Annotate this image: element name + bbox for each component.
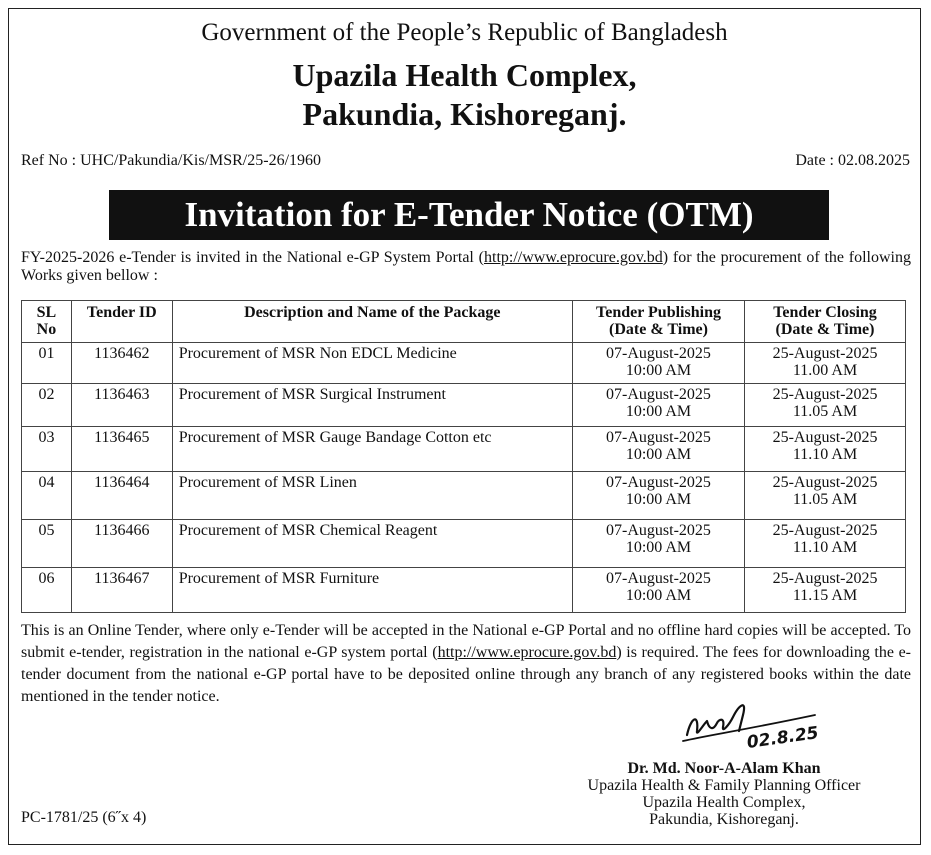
signer-title: Upazila Health & Family Planning Officer	[587, 777, 861, 794]
eprocure-link[interactable]: http://www.eprocure.gov.bd	[484, 249, 663, 266]
organization-name-line1: Upazila Health Complex,	[292, 57, 637, 93]
cell-description: Procurement of MSR Chemical Reagent	[172, 520, 572, 568]
table-row	[22, 343, 906, 384]
cell-closing: 25-August-2025 11.15 AM	[745, 568, 906, 613]
eprocure-link[interactable]: http://www.eprocure.gov.bd	[437, 644, 617, 661]
cell-publishing: 07-August-2025 10:00 AM	[572, 520, 744, 568]
cell-publishing: 07-August-2025 10:00 AM	[572, 384, 744, 427]
cell-tender-id: 1136463	[71, 384, 172, 427]
cell-description: Procurement of MSR Surgical Instrument	[172, 384, 572, 427]
table-row	[22, 472, 906, 520]
table-row	[22, 427, 906, 472]
cell-sl: 05	[22, 520, 72, 568]
header-tender-id: Tender ID	[71, 301, 172, 343]
terms-text-after: ) is required. The fees for downloading the e-tender document from the national e-GP portal have to be deposited online through any branch of any registered books within the date mentioned in the tender notice.	[21, 644, 912, 705]
pc-number: PC-1781/25 (6˝x 4)	[21, 809, 147, 826]
organization-name-line2: Pakundia, Kishoreganj.	[302, 96, 627, 132]
cell-description: Procurement of MSR Furniture	[172, 568, 572, 613]
intro-text-after: ) for the procurement of the following Works given bellow :	[21, 249, 911, 284]
table-row	[22, 384, 906, 427]
tender-table	[21, 300, 906, 613]
cell-tender-id: 1136465	[71, 427, 172, 472]
cell-publishing: 07-August-2025 10:00 AM	[572, 568, 744, 613]
cell-publishing: 07-August-2025 10:00 AM	[572, 427, 744, 472]
table-header-row	[22, 301, 906, 343]
signer-block	[569, 760, 879, 828]
cell-sl: 04	[22, 472, 72, 520]
reference-number: Ref No : UHC/Pakundia/Kis/MSR/25-26/1960	[21, 152, 322, 169]
cell-closing: 25-August-2025 11.05 AM	[745, 384, 906, 427]
cell-closing: 25-August-2025 11.10 AM	[745, 427, 906, 472]
signer-name: Dr. Md. Noor-A-Alam Khan	[627, 760, 821, 777]
handwritten-signature	[669, 695, 829, 760]
cell-description: Procurement of MSR Non EDCL Medicine	[172, 343, 572, 384]
cell-sl: 01	[22, 343, 72, 384]
header-description: Description and Name of the Package	[172, 301, 572, 343]
cell-sl: 03	[22, 427, 72, 472]
cell-publishing: 07-August-2025 10:00 AM	[572, 472, 744, 520]
header-sl: SL No	[22, 301, 72, 343]
tender-notice-page	[8, 8, 921, 845]
cell-tender-id: 1136467	[71, 568, 172, 613]
cell-tender-id: 1136462	[71, 343, 172, 384]
signer-location: Pakundia, Kishoreganj.	[649, 811, 799, 828]
cell-closing: 25-August-2025 11.10 AM	[745, 520, 906, 568]
cell-closing: 25-August-2025 11.00 AM	[745, 343, 906, 384]
table-row	[22, 568, 906, 613]
government-heading: Government of the People’s Republic of Bangladesh	[201, 19, 728, 46]
cell-sl: 06	[22, 568, 72, 613]
cell-tender-id: 1136466	[71, 520, 172, 568]
table-row	[22, 520, 906, 568]
signer-office: Upazila Health Complex,	[642, 794, 806, 811]
header-publishing: Tender Publishing (Date & Time)	[572, 301, 744, 343]
notice-title-banner: Invitation for E-Tender Notice (OTM)	[109, 190, 829, 240]
signature-date: 02.8.25	[745, 723, 820, 753]
cell-publishing: 07-August-2025 10:00 AM	[572, 343, 744, 384]
cell-sl: 02	[22, 384, 72, 427]
intro-paragraph	[21, 249, 911, 285]
cell-closing: 25-August-2025 11.05 AM	[745, 472, 906, 520]
header-closing: Tender Closing (Date & Time)	[745, 301, 906, 343]
cell-description: Procurement of MSR Linen	[172, 472, 572, 520]
cell-tender-id: 1136464	[71, 472, 172, 520]
notice-date: Date : 02.08.2025	[795, 152, 910, 169]
intro-text-before: FY-2025-2026 e-Tender is invited in the National e-GP System Portal (	[21, 249, 484, 266]
terms-text-before: This is an Online Tender, where only e-Tender will be accepted in the National e-GP Portal and no offline hard copies will be accepted. To submit e-tender, registration in the national e-GP system portal (	[21, 622, 911, 661]
cell-description: Procurement of MSR Gauge Bandage Cotton etc	[172, 427, 572, 472]
